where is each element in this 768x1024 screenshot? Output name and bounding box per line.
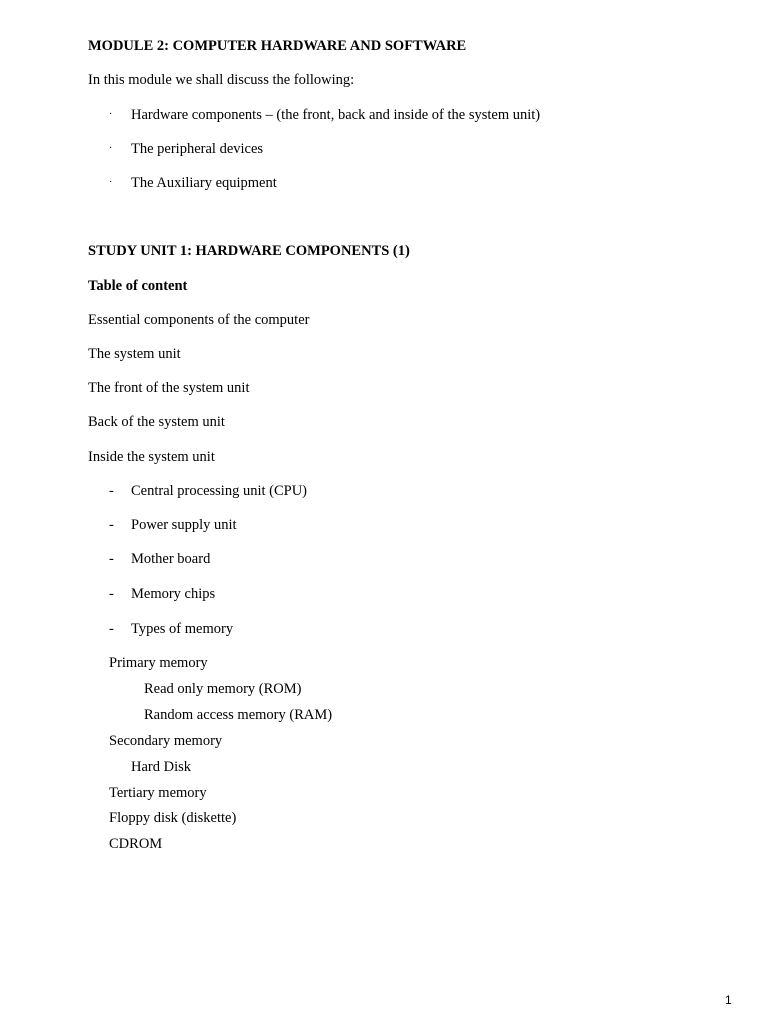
list-item: The Auxiliary equipment <box>131 175 277 191</box>
memory-floppy: Floppy disk (diskette) <box>109 810 237 826</box>
study-unit-heading: STUDY UNIT 1: HARDWARE COMPONENTS (1) <box>88 243 410 259</box>
toc-item: Inside the system unit <box>88 449 215 465</box>
page-number: 1 <box>725 993 732 1007</box>
memory-rom: Read only memory (ROM) <box>144 681 302 697</box>
dash-marker: - <box>109 551 114 567</box>
module-intro: In this module we shall discuss the following: <box>88 72 355 88</box>
toc-item: The front of the system unit <box>88 380 250 396</box>
dash-marker: - <box>109 586 114 602</box>
memory-hard-disk: Hard Disk <box>131 759 192 775</box>
list-item: Mother board <box>131 551 211 567</box>
bullet-marker: · <box>109 177 113 188</box>
toc-item: The system unit <box>88 346 181 362</box>
list-item: Power supply unit <box>131 517 237 533</box>
list-item: Memory chips <box>131 586 216 602</box>
bullet-marker: · <box>109 109 113 120</box>
module-heading: MODULE 2: COMPUTER HARDWARE AND SOFTWARE <box>88 38 467 54</box>
bullet-marker: · <box>109 143 113 154</box>
dash-marker: - <box>109 621 114 637</box>
memory-cdrom: CDROM <box>109 836 163 852</box>
memory-secondary: Secondary memory <box>109 733 223 749</box>
dash-marker: - <box>109 517 114 533</box>
memory-primary: Primary memory <box>109 655 208 671</box>
list-item: Hardware components – (the front, back and inside of the system unit) <box>131 107 541 123</box>
list-item: Central processing unit (CPU) <box>131 483 307 499</box>
list-item: The peripheral devices <box>131 141 264 157</box>
list-item: Types of memory <box>131 621 234 637</box>
memory-ram: Random access memory (RAM) <box>144 707 333 723</box>
toc-heading: Table of content <box>88 278 188 294</box>
memory-tertiary: Tertiary memory <box>109 785 207 801</box>
toc-item: Back of the system unit <box>88 414 225 430</box>
toc-item: Essential components of the computer <box>88 312 310 328</box>
dash-marker: - <box>109 483 114 499</box>
